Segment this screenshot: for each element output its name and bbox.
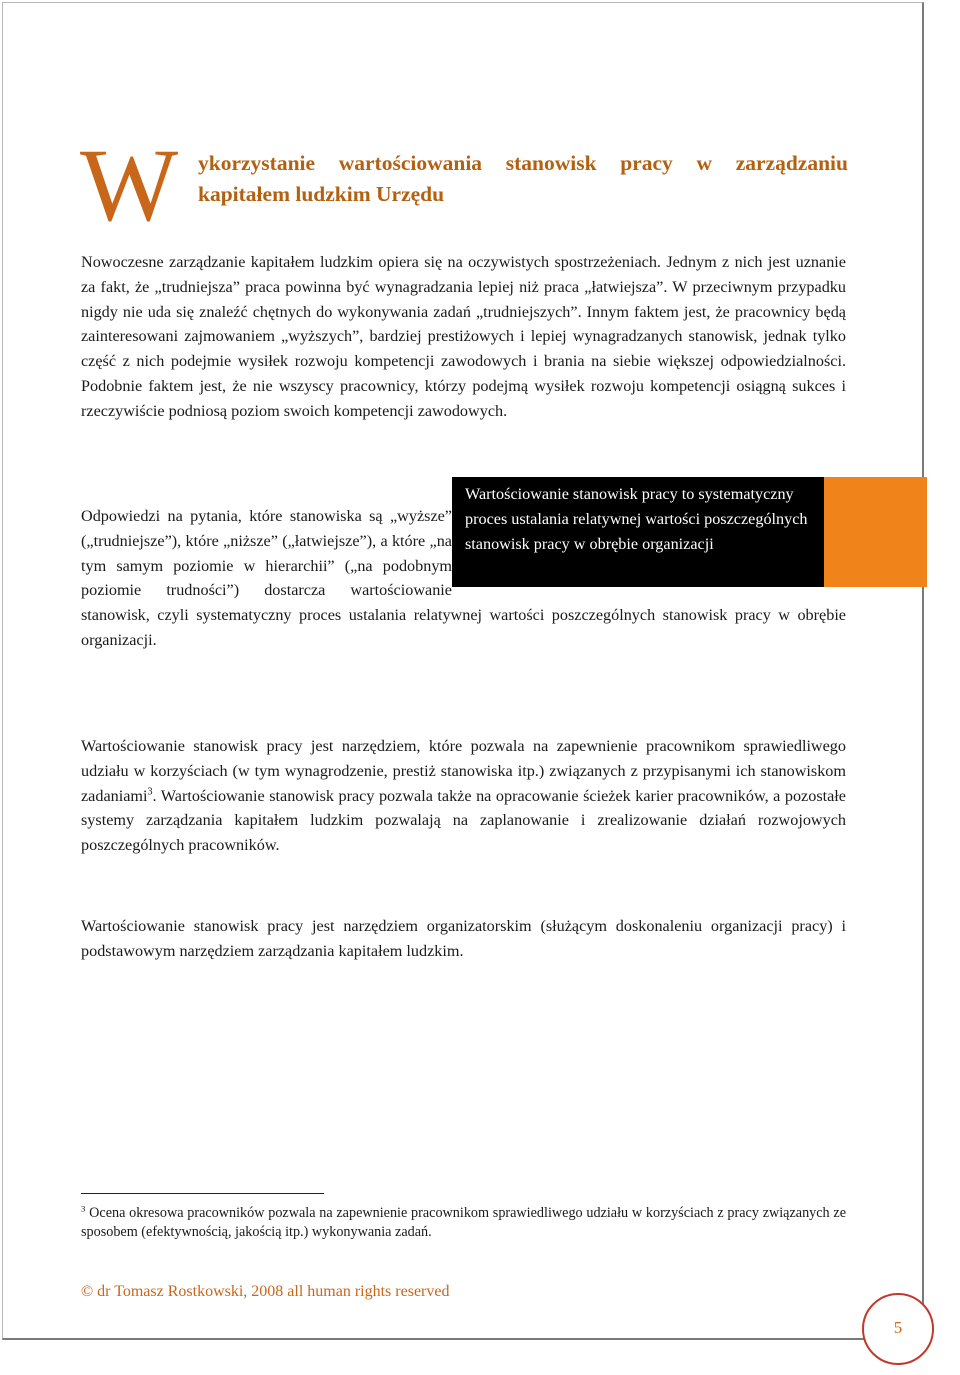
page-number: 5	[893, 1318, 903, 1337]
definition-callout	[452, 477, 927, 587]
definition-section	[81, 485, 846, 653]
paragraph-organizational-tool: Wartościowanie stanowisk pracy jest narzędziem organizatorskim (służącym doskonaleniu organizacji pracy) i podstawowym narzędziem zarządzania kapitałem ludzkim.	[81, 917, 846, 960]
callout-text: Wartościowanie stanowisk pracy to systematyczny proces ustalania relatywnej wartości poszczególnych stanowisk pracy w obrębie organizacji	[452, 477, 824, 587]
paragraph-tool	[81, 734, 846, 858]
footnote	[81, 1204, 846, 1242]
paragraph-tool-part-2: . Wartościowanie stanowisk pracy pozwala także na opracowanie ścieżek karier pracowników, a pozostałe systemy zarządzania kapitałem ludzkim pozwalają na zaplanowanie i zrealizowanie działań rozwojowych poszczególnych pracowników.	[81, 786, 846, 855]
copyright-notice: © dr Tomasz Rostkowski, 2008 all human rights reserved	[81, 1283, 450, 1300]
paragraph-definition: Odpowiedzi na pytania, które stanowiska są „wyższe” („trudniejsze”), które „niższe” („łatwiejsze”), a które „na tym samym poziomie w hierarchii” („na podobnym poziomie trudności”) dostarcza wartościowanie stanowisk, czyli systematyczny proces ustalania relatywnej wartości poszczególnych stanowisk pracy w obrębie organizacji.	[81, 507, 846, 649]
paragraph-tool-part-1: Wartościowanie stanowisk pracy jest narzędziem, które pozwala na zapewnienie pracownikom sprawiedliwego udziału w korzyściach (w tym wynagrodzenie, prestiż stanowiska itp.) związanych z przypisanymi ich stanowiskom zadaniami	[81, 737, 846, 805]
footnote-number: 3	[81, 1203, 86, 1214]
page-number-badge	[862, 1293, 934, 1365]
footnote-separator	[81, 1193, 324, 1194]
chapter-title: ykorzystanie wartościowania stanowisk pracy w zarządzaniu kapitałem ludzkim Urzędu	[198, 151, 848, 206]
footnote-text: Ocena okresowa pracowników pozwala na zapewnienie pracownikom sprawiedliwego udziału w korzyściach z pracy związanych ze sposobem (efektywnością, jakością itp.) wykonywania zadań.	[81, 1205, 846, 1240]
dropcap-letter: W	[80, 128, 179, 243]
chapter-heading	[80, 128, 860, 243]
paragraph-intro: Nowoczesne zarządzanie kapitałem ludzkim opiera się na oczywistych spostrzeżeniach. Jednym z nich jest uznanie za fakt, że „trudniejsza” praca powinna być wynagradzania lepiej niż praca „łatwiejsza”. W przeciwnym przypadku nigdy nie uda się znaleźć chętnych do wykonywania zadań „trudniejszych”. Innym faktem jest, że pracownicy będą zainteresowani zajmowaniem „wyższych”, bardziej prestiżowych i lepiej wynagradzanych stanowisk, jednak tylko część z nich podejmie wysiłek rozwoju kompetencji zawodowych i brania na siebie większej odpowiedzialności. Podobnie faktem jest, że nie wszyscy pracownicy, którzy podejmą wysiłek rozwoju kompetencji osiągną sukces i rzeczywiście podniosą poziom swoich kompetencji zawodowych.	[81, 253, 846, 420]
footnote-reference: 3	[147, 786, 153, 798]
